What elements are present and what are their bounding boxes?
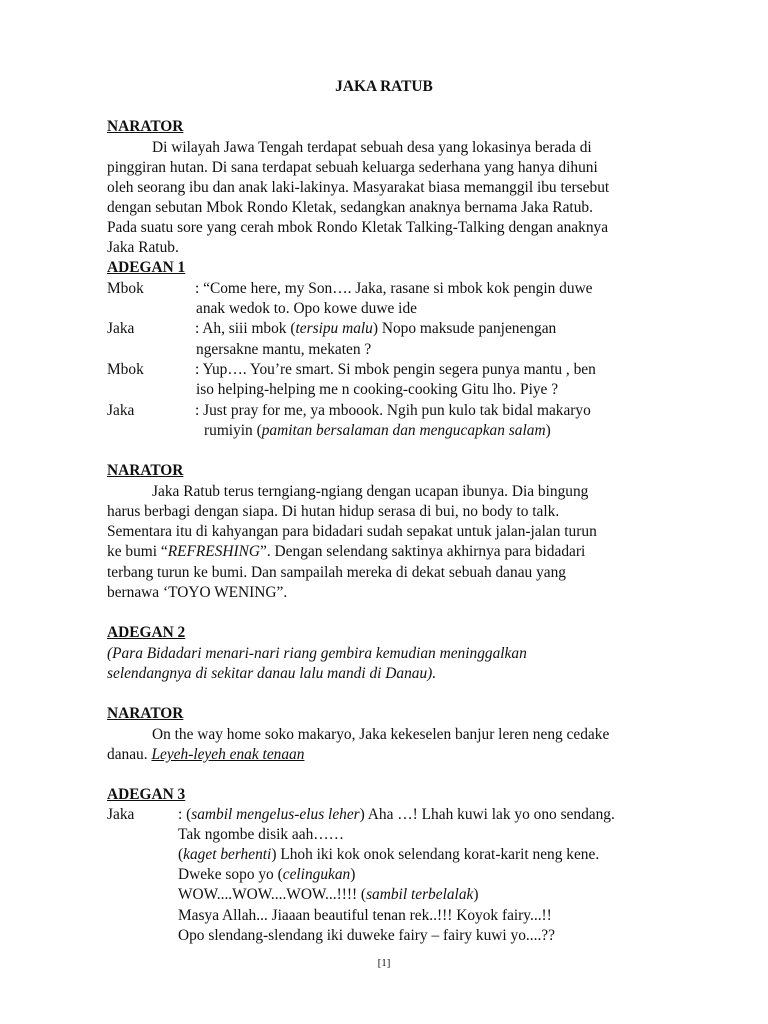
speaker-jaka: Jaka: [107, 320, 135, 337]
adegan-1-heading: ADEGAN 1: [107, 259, 186, 276]
adegan2-line-2: selendangnya di sekitar danau lalu mandi di Danau).: [107, 665, 437, 682]
stage-direction: pamitan bersalaman dan mengucapkan salam: [261, 422, 546, 439]
stage-direction: kaget berhenti: [183, 846, 272, 863]
narator2-line-4: ke bumi “REFRESHING”. Dengan selendang saktinya akhirnya para bidadari: [107, 543, 586, 560]
dialog-jaka-1-line-1: : Ah, siii mbok (tersipu malu) Nopo maksude panjenengan: [195, 320, 557, 337]
speaker-mbok: Mbok: [107, 361, 144, 378]
speaker-mbok: Mbok: [107, 280, 144, 297]
narator1-line-6: Jaka Ratub.: [107, 239, 179, 256]
speaker-jaka: Jaka: [107, 806, 135, 823]
narator3-line-1: On the way home soko makaryo, Jaka kekeselen banjur leren neng cedake: [152, 726, 610, 743]
narator-heading-2: NARATOR: [107, 462, 184, 479]
document-title: JAKA RATUB: [335, 78, 433, 95]
adegan3-line-2: Tak ngombe disik aah……: [178, 826, 345, 843]
adegan3-line-5: WOW....WOW....WOW...!!!! (sambil terbelalak): [178, 886, 479, 903]
stage-direction: celingukan: [282, 866, 351, 883]
narator3-line-2: danau. Leyeh-leyeh enak tenaan: [107, 746, 305, 763]
narator2-line-2: harus berbagi dengan siapa. Di hutan hidup serasa di bui, no body to talk.: [107, 503, 560, 520]
narator2-line-6: bernawa ‘TOYO WENING”.: [107, 584, 288, 601]
page-number: [1]: [377, 957, 391, 969]
adegan3-line-4: Dweke sopo yo (celingukan): [178, 866, 356, 883]
dialog-jaka-2-line-1: : Just pray for me, ya mboook. Ngih pun kulo tak bidal makaryo: [195, 402, 591, 419]
narator1-line-5: Pada suatu sore yang cerah mbok Rondo Kletak Talking-Talking dengan anaknya: [107, 219, 609, 236]
stage-direction: sambil terbelalak: [366, 886, 474, 903]
narator1-line-1: Di wilayah Jawa Tengah terdapat sebuah desa yang lokasinya berada di: [152, 139, 592, 156]
emphasis-leyeh: Leyeh-leyeh enak tenaan: [151, 746, 305, 763]
dialog-mbok-2-line-1: : Yup…. You’re smart. Si mbok pengin segera punya mantu , ben: [195, 361, 596, 378]
adegan3-line-1: : (sambil mengelus-elus leher) Aha …! Lhah kuwi lak yo ono sendang.: [178, 806, 615, 823]
narator2-line-3: Sementara itu di kahyangan para bidadari sudah sepakat untuk jalan-jalan turun: [107, 523, 597, 540]
stage-direction: tersipu malu: [295, 320, 373, 337]
narator1-line-2: pinggiran hutan. Di sana terdapat sebuah keluarga sederhana yang hanya dihuni: [107, 159, 598, 176]
emphasis-refreshing: REFRESHING: [167, 543, 261, 560]
dialog-mbok-1-line-1: : “Come here, my Son…. Jaka, rasane si mbok kok pengin duwe: [195, 280, 593, 297]
adegan3-line-7: Opo slendang-slendang iki duweke fairy – fairy kuwi yo....??: [178, 927, 555, 944]
narator-heading-3: NARATOR: [107, 705, 184, 722]
narator2-line-5: terbang turun ke bumi. Dan sampailah mereka di dekat sebuah danau yang: [107, 564, 566, 581]
dialog-jaka-1-line-2: ngersakne mantu, mekaten ?: [196, 341, 372, 358]
dialog-mbok-2-line-2: iso helping-helping me n cooking-cooking Gitu lho. Piye ?: [196, 381, 559, 398]
speaker-jaka: Jaka: [107, 402, 135, 419]
narator1-line-3: oleh seorang ibu dan anak laki-lakinya. Masyarakat biasa memanggil ibu tersebut: [107, 179, 610, 196]
adegan3-line-6: Masya Allah... Jiaaan beautiful tenan rek..!!! Koyok fairy...!!: [178, 907, 552, 924]
stage-direction: sambil mengelus-elus leher: [191, 806, 360, 823]
narator-heading-1: NARATOR: [107, 118, 184, 135]
narator1-line-4: dengan sebutan Mbok Rondo Kletak, sedangkan anaknya bernama Jaka Ratub.: [107, 199, 593, 216]
dialog-jaka-2-line-2: rumiyin (pamitan bersalaman dan mengucapkan salam): [204, 422, 551, 439]
dialog-mbok-1-line-2: anak wedok to. Opo kowe duwe ide: [196, 300, 417, 317]
adegan-2-heading: ADEGAN 2: [107, 624, 186, 641]
adegan3-line-3: (kaget berhenti) Lhoh iki kok onok selendang korat-karit neng kene.: [178, 846, 600, 863]
adegan-3-heading: ADEGAN 3: [107, 786, 186, 803]
adegan2-line-1: (Para Bidadari menari-nari riang gembira kemudian meninggalkan: [107, 645, 527, 662]
narator2-line-1: Jaka Ratub terus terngiang-ngiang dengan ucapan ibunya. Dia bingung: [152, 483, 589, 500]
